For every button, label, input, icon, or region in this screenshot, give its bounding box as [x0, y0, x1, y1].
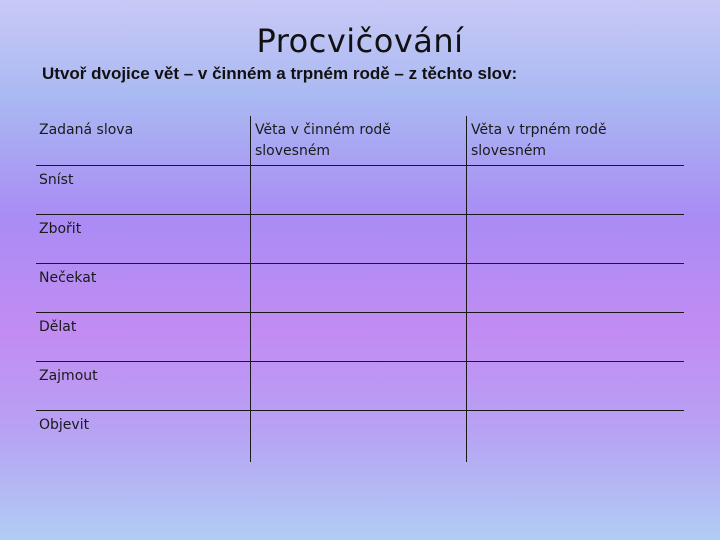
row-divider: [36, 263, 684, 264]
row-word: Objevit: [39, 417, 90, 433]
active-voice-answer-cell: [252, 215, 466, 219]
row-divider: [36, 165, 684, 166]
active-voice-answer-cell: [252, 264, 466, 268]
passive-voice-answer-cell: [468, 313, 682, 317]
slide-instruction: Utvoř dvojice vět – v činném a trpném rodě – z těchto slov:: [42, 64, 518, 83]
passive-voice-answer-cell: [468, 166, 682, 170]
row-divider: [36, 214, 684, 215]
row-divider: [36, 361, 684, 362]
header-active-voice: Věta v činném rodě slovesném: [255, 122, 391, 159]
passive-voice-answer-cell: [468, 362, 682, 366]
passive-voice-answer-cell: [468, 215, 682, 219]
passive-voice-answer-cell: [468, 411, 682, 415]
header-passive-voice: Věta v trpném rodě slovesném: [471, 122, 607, 159]
row-word: Dělat: [39, 319, 77, 335]
active-voice-answer-cell: [252, 411, 466, 415]
exercise-table: [36, 116, 684, 462]
active-voice-answer-cell: [252, 166, 466, 170]
row-word: Zbořit: [39, 221, 82, 237]
row-word: Zajmout: [39, 368, 98, 384]
row-divider: [36, 410, 684, 411]
header-given-words: Zadaná slova: [39, 122, 134, 138]
passive-voice-answer-cell: [468, 264, 682, 268]
active-voice-answer-cell: [252, 313, 466, 317]
slide-title: Procvičování: [256, 22, 464, 60]
column-divider: [250, 116, 251, 462]
row-word: Nečekat: [39, 270, 97, 286]
column-divider: [466, 116, 467, 462]
active-voice-answer-cell: [252, 362, 466, 366]
row-divider: [36, 312, 684, 313]
row-word: Sníst: [39, 172, 74, 188]
